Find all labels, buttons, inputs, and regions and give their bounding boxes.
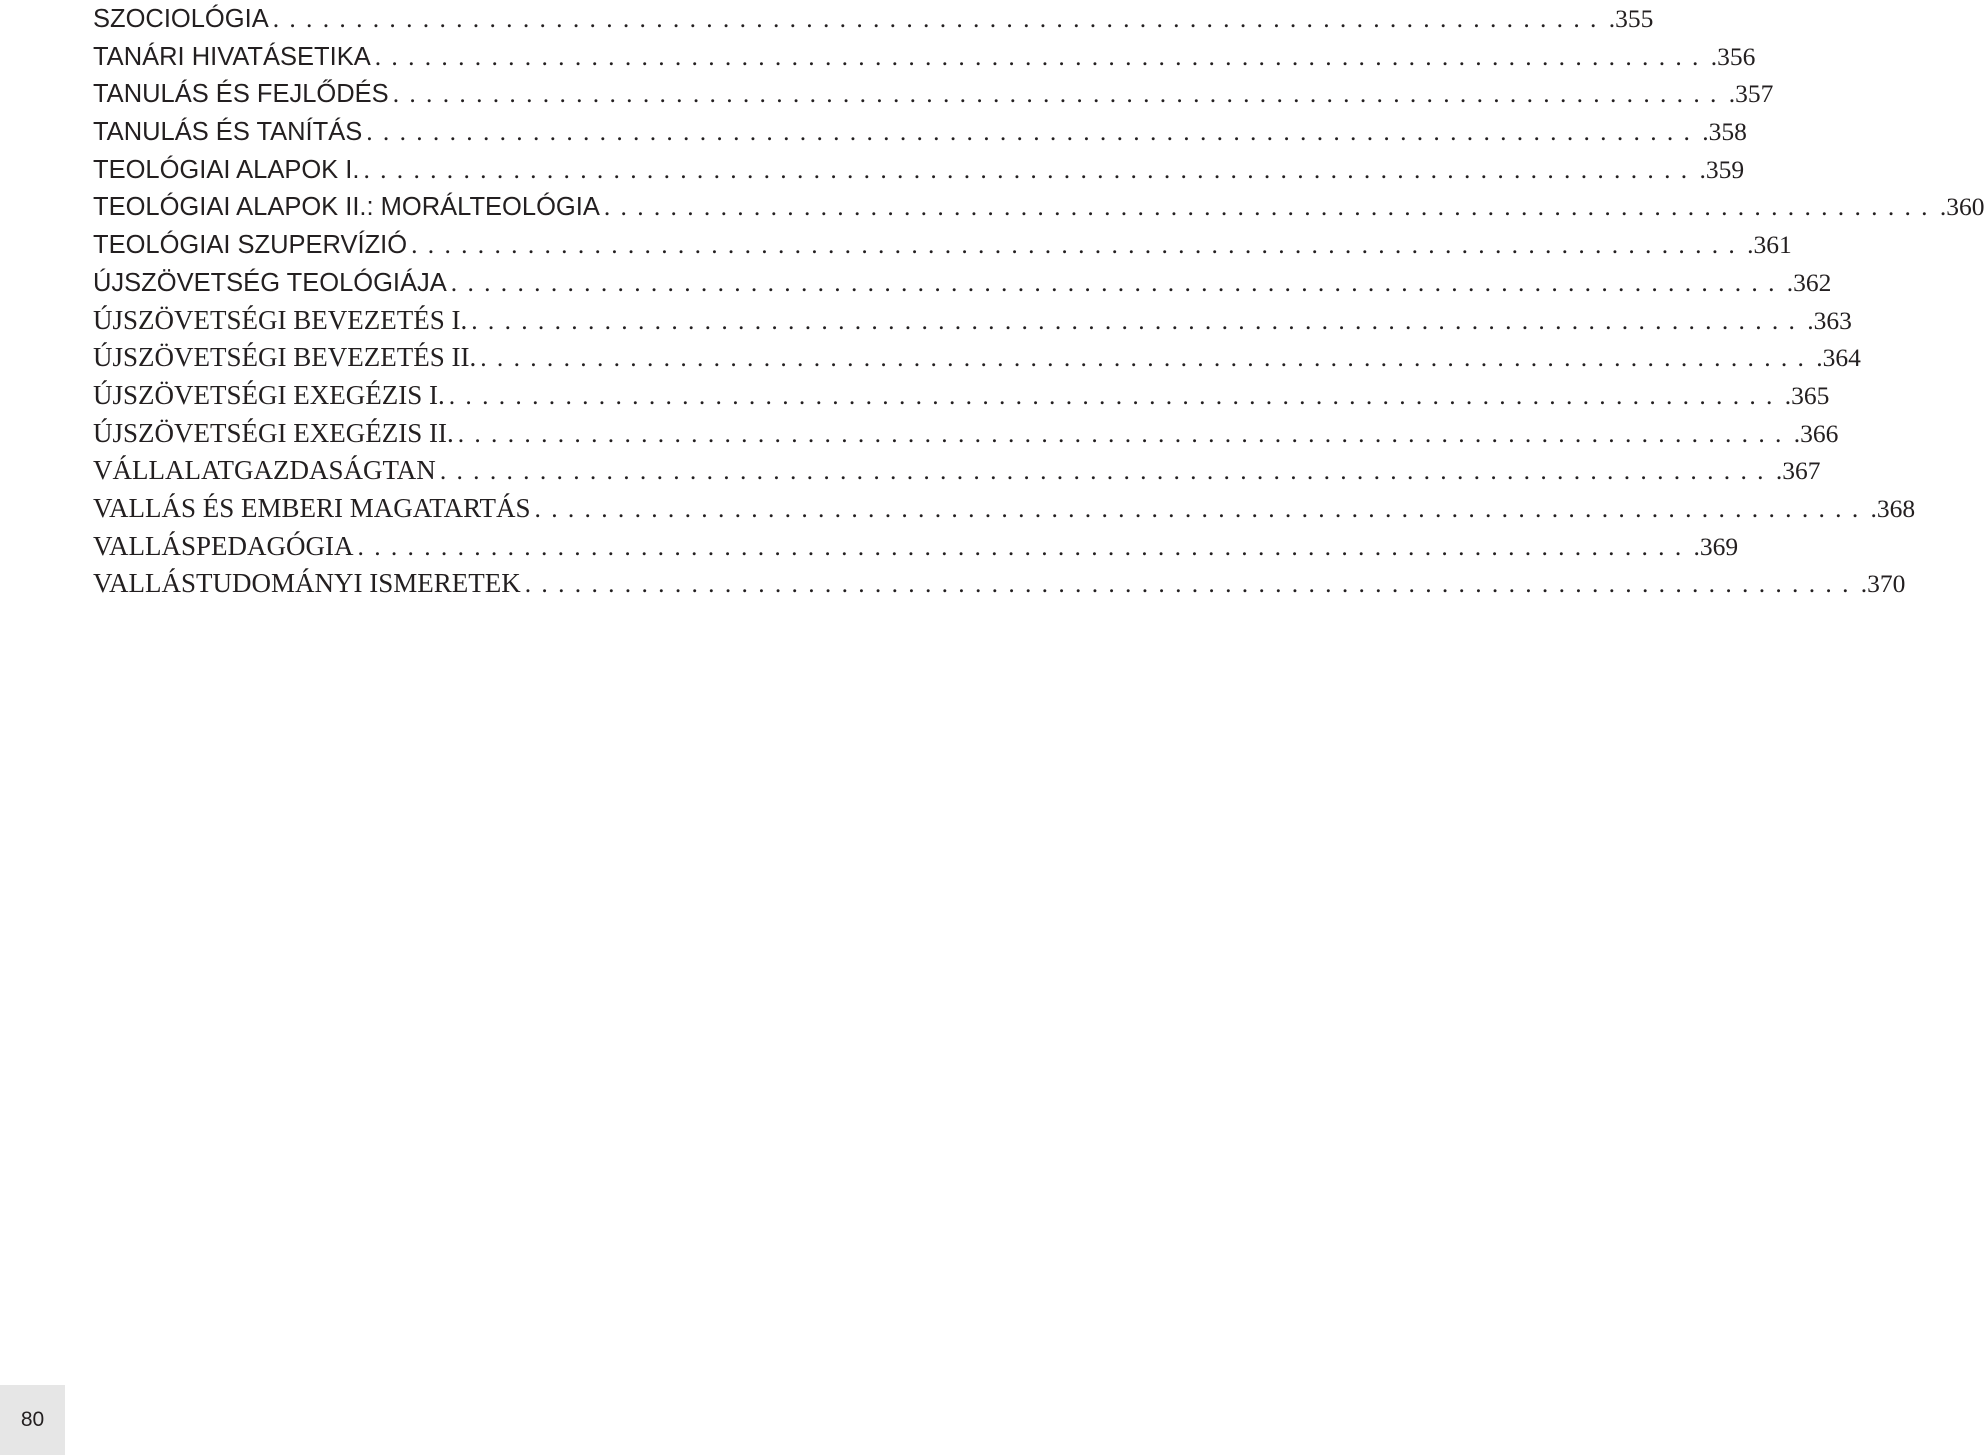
toc-dot-leader: ................................................................................: [603, 192, 1938, 222]
toc-dot-leader: ................................................................................: [480, 343, 1815, 373]
toc-entry-title: ÚJSZÖVETSÉGI EXEGÉZIS I.: [93, 379, 445, 410]
toc-entry: [93, 0, 1654, 38]
toc-entry: [93, 151, 1745, 189]
toc-entry: [93, 565, 1906, 603]
toc-entry-title: TEOLÓGIAI SZUPERVÍZIÓ: [93, 231, 408, 260]
toc-entry-title: TANULÁS ÉS TANÍTÁS: [93, 118, 363, 147]
toc-entry-title: VALLÁSTUDOMÁNYI ISMERETEK: [93, 568, 521, 599]
toc-entry: [93, 264, 1832, 302]
toc-entry-title: TANULÁS ÉS FEJLŐDÉS: [93, 80, 389, 109]
page-number: 80: [20, 1408, 45, 1431]
toc-entry: [93, 38, 1756, 76]
toc-dot-leader: ................................................................................: [524, 569, 1859, 599]
toc-entry-title: TEOLÓGIAI ALAPOK I.: [93, 155, 360, 184]
toc-entry-title: TANÁRI HIVATÁSETIKA: [93, 42, 371, 71]
toc-entry: [93, 452, 1821, 490]
toc-entry-page: .361: [1747, 230, 1792, 260]
toc-entry: [93, 188, 1984, 226]
toc-entry: [93, 75, 1774, 113]
toc-entry: [93, 490, 1916, 528]
toc-dot-leader: ................................................................................: [439, 456, 1774, 486]
toc-entry: [93, 528, 1739, 566]
toc-entry-page: .368: [1870, 493, 1916, 523]
toc-entry-page: .360: [1939, 192, 1984, 222]
toc-entry-title: ÚJSZÖVETSÉGI BEVEZETÉS I.: [93, 304, 468, 335]
toc-entry-title: SZOCIOLÓGIA: [93, 5, 269, 33]
toc-dot-leader: ................................................................................: [366, 117, 1701, 147]
toc-entry-page: .358: [1702, 117, 1747, 147]
toc-entry-title: VALLÁS ÉS EMBERI MAGATARTÁS: [93, 492, 531, 523]
toc-entry-title: ÚJSZÖVETSÉGI BEVEZETÉS II.: [93, 342, 477, 373]
toc-entry-title: VALLÁSPEDAGÓGIA: [93, 530, 354, 561]
toc-entry-page: .367: [1775, 456, 1821, 486]
toc-entry-page: .362: [1786, 267, 1832, 297]
toc-dot-leader: ................................................................................: [448, 380, 1783, 410]
toc-dot-leader: ................................................................................: [450, 267, 1785, 297]
toc-dot-leader: ................................................................................: [534, 493, 1869, 523]
toc-entry-page: .359: [1699, 154, 1745, 184]
toc-entry-page: .370: [1860, 569, 1906, 599]
toc-dot-leader: ................................................................................: [357, 531, 1692, 561]
toc-entry-page: .366: [1793, 418, 1839, 448]
toc-entry: [93, 339, 1861, 377]
table-of-contents: [93, 0, 1984, 603]
toc-dot-leader: ................................................................................: [457, 418, 1792, 448]
toc-entry-page: .363: [1807, 305, 1852, 335]
toc-dot-leader: ................................................................................: [411, 230, 1746, 260]
toc-entry-page: .357: [1728, 79, 1774, 109]
toc-entry-title: TEOLÓGIAI ALAPOK II.: MORÁLTEOLÓGIA: [93, 193, 600, 222]
toc-entry: [93, 302, 1852, 340]
toc-entry-title: ÚJSZÖVETSÉG TEOLÓGIÁJA: [93, 268, 447, 297]
toc-entry-title: ÚJSZÖVETSÉGI EXEGÉZIS II.: [93, 417, 454, 448]
toc-dot-leader: ................................................................................: [471, 305, 1806, 335]
toc-entry: [93, 113, 1747, 151]
page-number-tab: [0, 1385, 65, 1455]
toc-dot-leader: ................................................................................: [272, 4, 1607, 33]
toc-dot-leader: ................................................................................: [363, 154, 1698, 184]
toc-dot-leader: ................................................................................: [374, 41, 1709, 71]
toc-entry-page: .355: [1608, 4, 1654, 33]
toc-entry: [93, 415, 1839, 453]
toc-entry-title: VÁLLALATGAZDASÁGTAN: [93, 455, 436, 486]
toc-entry-page: .365: [1784, 380, 1830, 410]
toc-entry: [93, 226, 1792, 264]
toc-entry: [93, 377, 1830, 415]
toc-entry-page: .369: [1693, 531, 1739, 561]
toc-entry-page: .356: [1710, 41, 1756, 71]
toc-dot-leader: ................................................................................: [392, 79, 1727, 109]
toc-entry-page: .364: [1816, 343, 1861, 373]
